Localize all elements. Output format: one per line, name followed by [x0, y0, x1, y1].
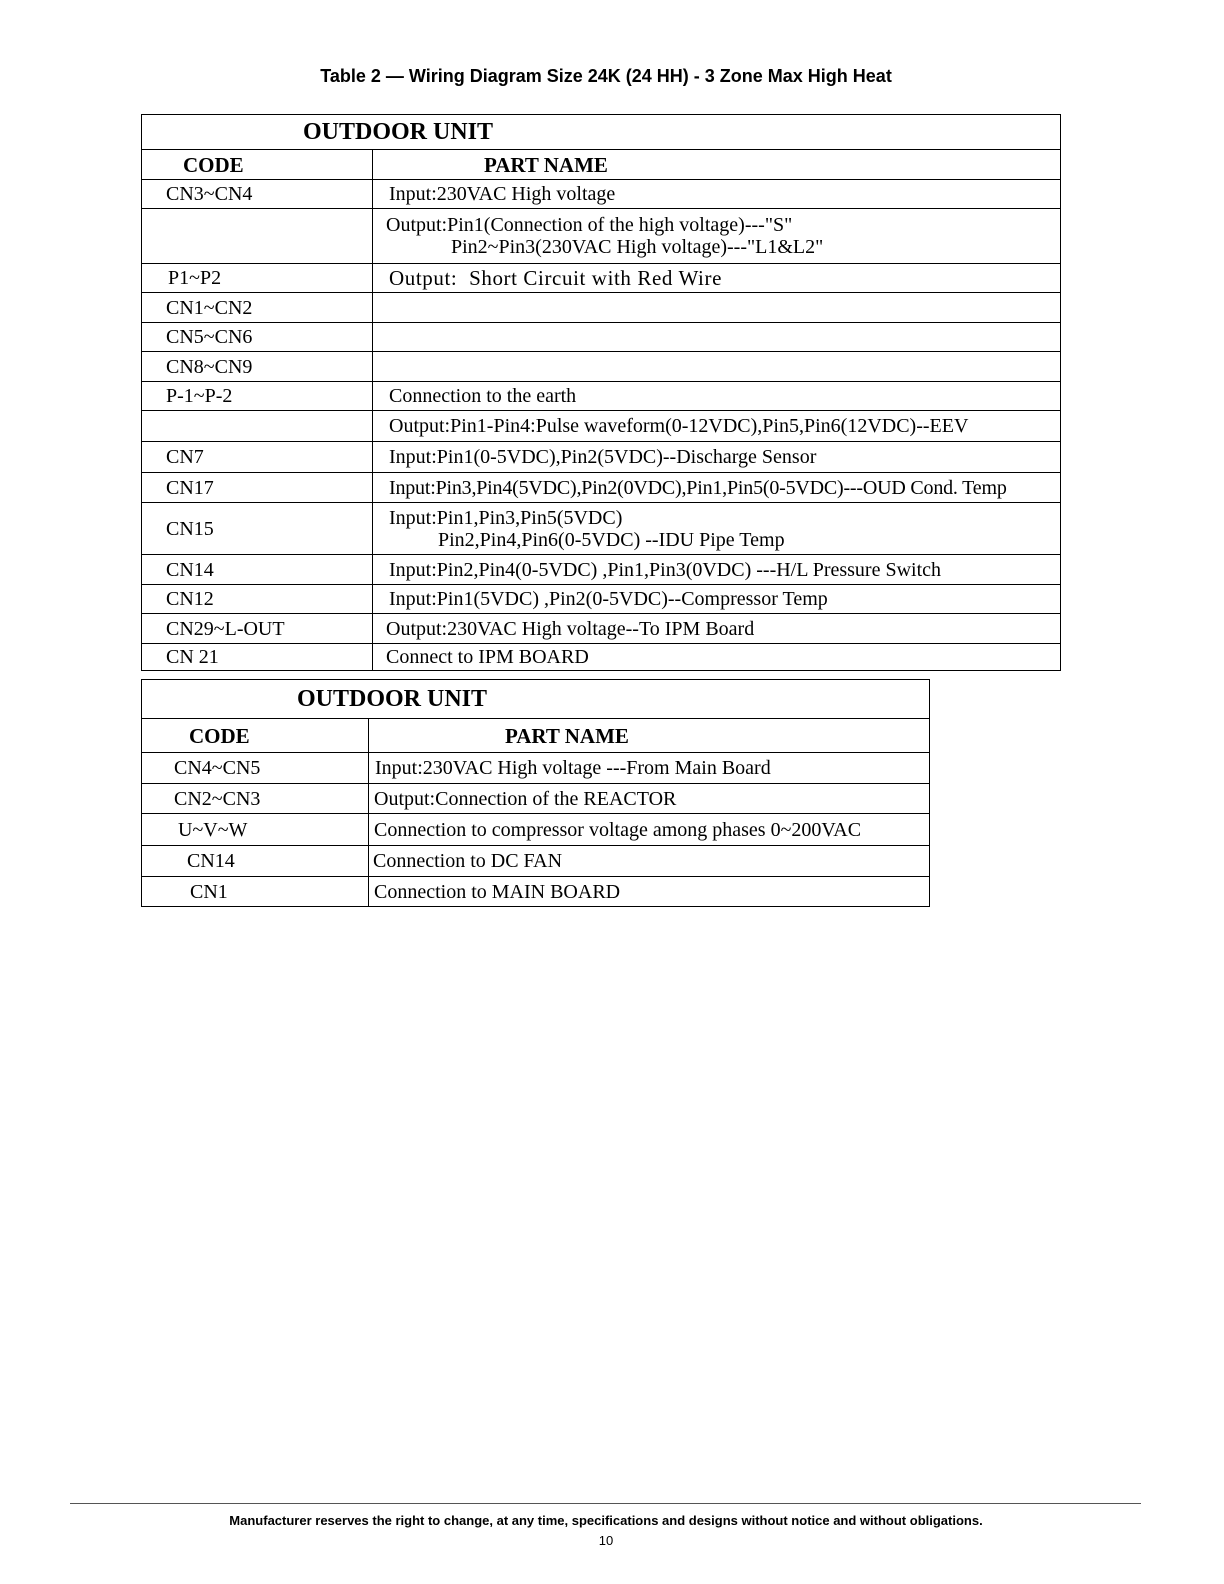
table-title-row	[142, 680, 930, 719]
footer-divider	[70, 1503, 1141, 1504]
part-name-header: PART NAME	[373, 150, 1061, 180]
outdoor-unit-ipm-board-table	[141, 679, 930, 907]
table-row	[142, 503, 1061, 555]
table-header-row	[142, 719, 930, 753]
unit-title: OUTDOOR UNIT	[142, 115, 1061, 150]
code-cell	[142, 411, 373, 442]
table-row	[142, 614, 1061, 644]
part-name-cell: Connection to compressor voltage among phases 0~200VAC	[369, 814, 930, 846]
table-row	[142, 323, 1061, 352]
table-row	[142, 753, 930, 784]
table-row	[142, 209, 1061, 264]
code-cell: CN4~CN5	[142, 753, 369, 784]
table-row	[142, 784, 930, 814]
code-header: CODE	[142, 719, 369, 753]
part-name-cell: Connection to DC FAN	[369, 846, 930, 877]
code-header: CODE	[142, 150, 373, 180]
code-cell: P1~P2	[142, 264, 373, 293]
part-name-cell: Input:Pin1(5VDC) ,Pin2(0-5VDC)--Compressor Temp	[373, 585, 1061, 614]
part-name-cell: Input:Pin3,Pin4(5VDC),Pin2(0VDC),Pin1,Pin5(0-5VDC)---OUD Cond. Temp	[373, 473, 1061, 503]
part-name-cell	[373, 293, 1061, 323]
table-row	[142, 442, 1061, 473]
part-name-line: Pin2~Pin3(230VAC High voltage)---"L1&L2"	[451, 236, 824, 258]
table-header-row	[142, 150, 1061, 180]
code-cell: CN14	[142, 555, 373, 585]
footer-disclaimer: Manufacturer reserves the right to change, at any time, specifications and designs without notice and without obligations.	[229, 1513, 983, 1528]
code-cell: CN15	[142, 503, 373, 555]
code-cell: CN17	[142, 473, 373, 503]
code-cell: CN5~CN6	[142, 323, 373, 352]
part-name-cell: Connection to the earth	[373, 382, 1061, 411]
code-cell: U~V~W	[142, 814, 369, 846]
part-name-cell: Connection to MAIN BOARD	[369, 877, 930, 907]
part-name-line: Pin2,Pin4,Pin6(0-5VDC) --IDU Pipe Temp	[438, 528, 785, 551]
code-cell: CN7	[142, 442, 373, 473]
code-cell: CN2~CN3	[142, 784, 369, 814]
part-name-cell	[373, 503, 1061, 555]
code-cell: CN14	[142, 846, 369, 877]
table-row	[142, 180, 1061, 209]
part-name-cell	[373, 209, 1061, 264]
table-row	[142, 877, 930, 907]
table-row	[142, 264, 1061, 293]
part-name-cell: Input:Pin2,Pin4(0-5VDC) ,Pin1,Pin3(0VDC) ---H/L Pressure Switch	[373, 555, 1061, 585]
part-name-cell: Input:230VAC High voltage	[373, 180, 1061, 209]
part-name-line: Output:Pin1(Connection of the high voltage)---"S"	[386, 214, 793, 236]
part-name-line: Input:Pin1,Pin3,Pin5(5VDC)	[389, 506, 623, 529]
part-name-cell: Output:Connection of the REACTOR	[369, 784, 930, 814]
table-row	[142, 411, 1061, 442]
table-row	[142, 814, 930, 846]
part-name-header: PART NAME	[369, 719, 930, 753]
table-row	[142, 555, 1061, 585]
part-name-cell	[373, 323, 1061, 352]
code-cell: CN1	[142, 877, 369, 907]
part-name-cell: Input:230VAC High voltage ---From Main Board	[369, 753, 930, 784]
table-row	[142, 293, 1061, 323]
code-cell: P-1~P-2	[142, 382, 373, 411]
table-row	[142, 644, 1061, 671]
table-row	[142, 846, 930, 877]
part-name-cell: Input:Pin1(0-5VDC),Pin2(5VDC)--Discharge Sensor	[373, 442, 1061, 473]
table-row	[142, 585, 1061, 614]
part-name-cell: Output: Short Circuit with Red Wire	[373, 264, 1061, 293]
table-row	[142, 352, 1061, 382]
code-cell: CN8~CN9	[142, 352, 373, 382]
table-row	[142, 382, 1061, 411]
table-title-row	[142, 115, 1061, 150]
page-number: 10	[598, 1533, 614, 1548]
code-cell: CN 21	[142, 644, 373, 671]
outdoor-unit-main-board-table	[141, 114, 1061, 671]
code-cell: CN3~CN4	[142, 180, 373, 209]
code-cell: CN1~CN2	[142, 293, 373, 323]
page-title: Table 2 — Wiring Diagram Size 24K (24 HH) - 3 Zone Max High Heat	[320, 66, 892, 86]
part-name-cell	[373, 352, 1061, 382]
part-name-cell: Connect to IPM BOARD	[373, 644, 1061, 671]
table-row	[142, 473, 1061, 503]
unit-title: OUTDOOR UNIT	[142, 680, 930, 719]
code-cell: CN12	[142, 585, 373, 614]
code-cell	[142, 209, 373, 264]
part-name-cell: Output:Pin1-Pin4:Pulse waveform(0-12VDC),Pin5,Pin6(12VDC)--EEV	[373, 411, 1061, 442]
part-name-cell: Output:230VAC High voltage--To IPM Board	[373, 614, 1061, 644]
code-cell: CN29~L-OUT	[142, 614, 373, 644]
